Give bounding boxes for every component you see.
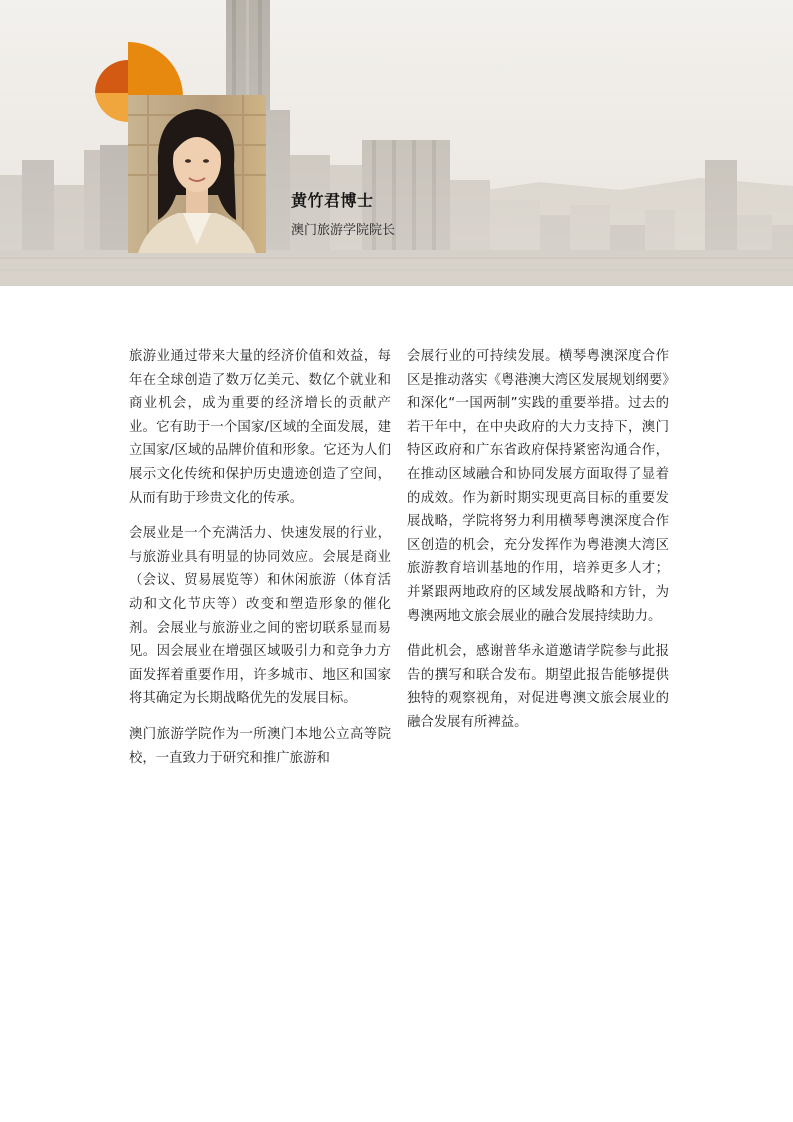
profile-title: 澳门旅游学院院长 — [291, 223, 396, 238]
paragraph: 会展业是一个充满活力、快速发展的行业，与旅游业具有明显的协同效应。会展是商业（会议、贸易展览等）和休闲旅游（体育活动和文化节庆等）改变和塑造形象的催化剂。会展业与旅游业之间的密切联系显而易见。因会展业在增强区域吸引力和竞争力方面发挥着重要作用，许多城市、地区和国家将其确定为长期战略优先的发展目标。 — [129, 526, 391, 707]
paragraph: 会展行业的可持续发展。横琴粤澳深度合作区是推动落实《粤港澳大湾区发展规划纲要》和深化“一国两制”实践的重要举措。过去的若干年中，在中央政府的大力支持下，澳门特区政府和广东省政府保持紧密沟通合作，在推动区域融合和协同发展方面取得了显着的成效。作为新时期实现更高目标的重要发展战略，学院将努力利用横琴粤澳深度合作区创造的机会，充分发挥作为粤港澳大湾区旅游教育培训基地的作用，培养更多人才；并紧跟两地政府的区域发展战略和方针，为粤澳两地文旅会展业的融合发展持续助力。 — [407, 349, 669, 624]
body-column-right — [407, 345, 669, 747]
profile-name: 黄竹君博士 — [291, 191, 374, 210]
paragraph: 澳门旅游学院作为一所澳门本地公立高等院校，一直致力于研究和推广旅游和 — [129, 726, 391, 766]
paragraph: 旅游业通过带来大量的经济价值和效益，每年在全球创造了数万亿美元、数亿个就业和商业机会，成为重要的经济增长的贡献产业。它有助于一个国家/区域的全面发展，建立国家/区域的品牌价值和形象。它还为人们展示文化传统和保护历史遗迹创造了空间，从而有助于珍贵文化的传承。 — [129, 349, 391, 506]
body-column-left — [129, 345, 391, 782]
portrait-photo — [128, 95, 266, 253]
paragraph: 借此机会，感谢普华永道邀请学院参与此报告的撰写和联合发布。期望此报告能够提供独特的观察视角，对促进粤澳文旅会展业的融合发展有所裨益。 — [407, 644, 669, 730]
